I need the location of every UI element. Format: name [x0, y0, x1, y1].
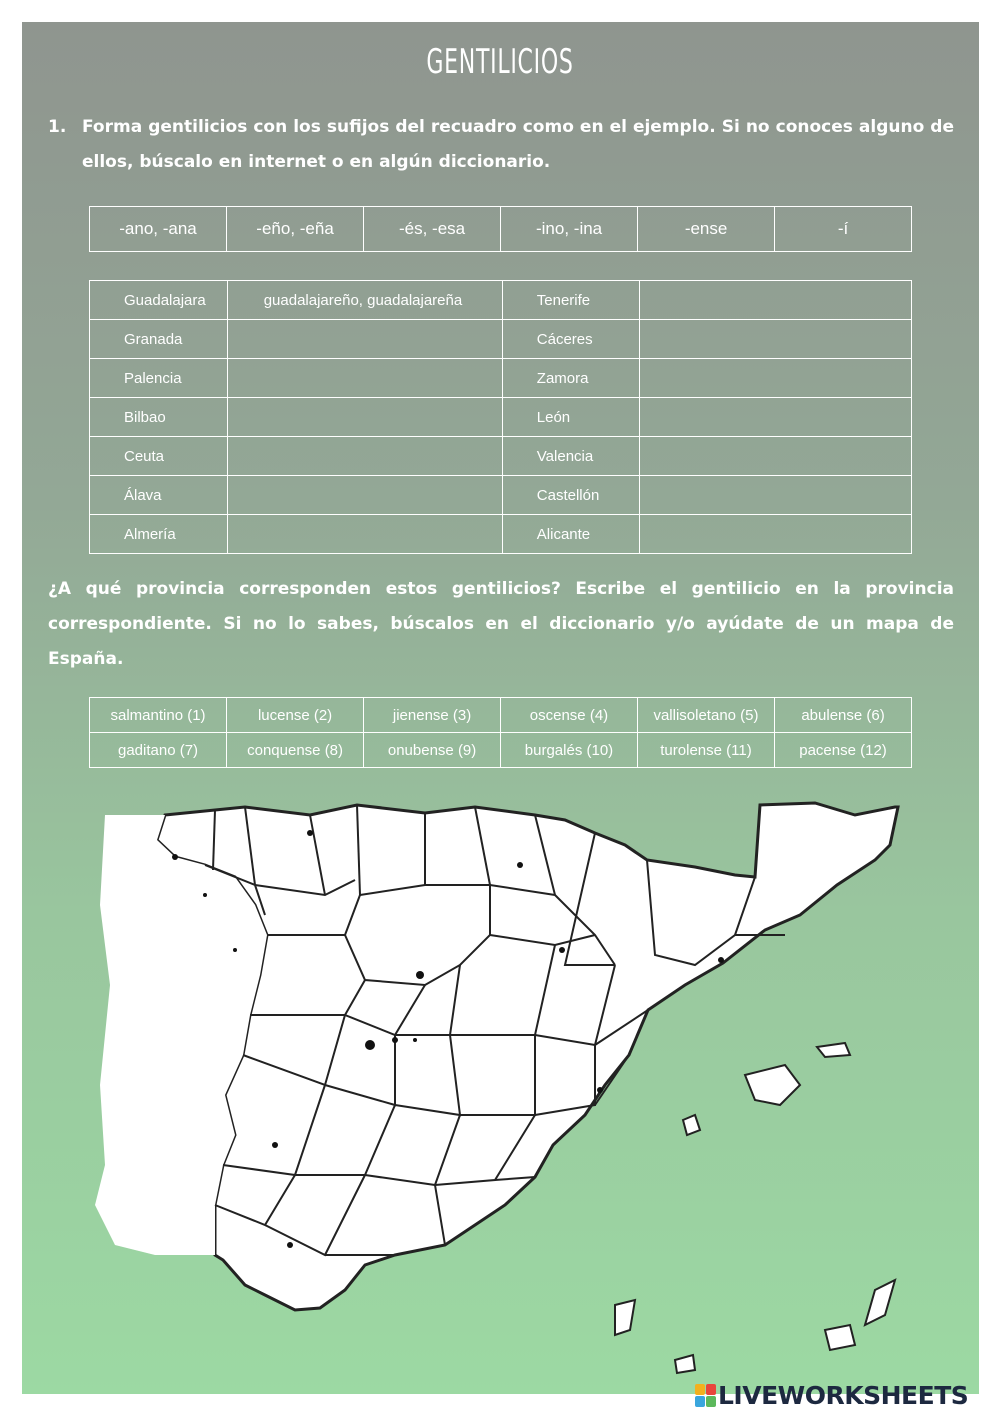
- province-name: Zamora: [502, 359, 639, 398]
- gentilicio-cell[interactable]: jienense (3): [364, 698, 501, 733]
- mallorca-island: [745, 1065, 800, 1105]
- spain-province-map: [95, 785, 995, 1395]
- province-name: Granada: [90, 320, 228, 359]
- gentilicio-cell[interactable]: pacense (12): [775, 733, 912, 768]
- canary-island: [615, 1300, 635, 1335]
- answer-field[interactable]: [227, 398, 502, 437]
- gentilicio-cell[interactable]: conquense (8): [227, 733, 364, 768]
- province-name: Alicante: [502, 515, 639, 554]
- logo-square: [706, 1396, 716, 1407]
- table-row: [90, 320, 912, 359]
- table-row: [90, 698, 912, 733]
- suffix-cell: -í: [775, 207, 912, 252]
- answer-field[interactable]: [640, 359, 912, 398]
- answer-field[interactable]: [640, 437, 912, 476]
- answer-field[interactable]: guadalajareño, guadalajareña: [227, 281, 502, 320]
- province-name: Almería: [90, 515, 228, 554]
- gentilicio-cell[interactable]: burgalés (10): [501, 733, 638, 768]
- ibiza-island: [683, 1115, 700, 1135]
- province-name: Bilbao: [90, 398, 228, 437]
- province-name: Castellón: [502, 476, 639, 515]
- province-name: León: [502, 398, 639, 437]
- gentilicio-cell[interactable]: abulense (6): [775, 698, 912, 733]
- answer-field[interactable]: [640, 281, 912, 320]
- suffix-cell: -és, -esa: [364, 207, 501, 252]
- page-title: GENTILICIOS: [426, 42, 574, 82]
- gentilicio-cell[interactable]: lucense (2): [227, 698, 364, 733]
- liveworksheets-logo-icon: [695, 1384, 715, 1406]
- provinces-table: [89, 280, 912, 554]
- table-row: [90, 515, 912, 554]
- province-name: Cáceres: [502, 320, 639, 359]
- liveworksheets-logo: [695, 1381, 968, 1409]
- gentilicios-table: [89, 697, 912, 768]
- answer-field[interactable]: [227, 476, 502, 515]
- exercise-2-instruction: ¿A qué provincia corresponden estos gentilicios? Escribe el gentilicio en la provincia correspondiente. Si no lo sabes, búscalos en el diccionario y/o ayúdate de un mapa de España.: [48, 579, 954, 669]
- answer-field[interactable]: [640, 398, 912, 437]
- logo-square: [695, 1384, 705, 1395]
- gentilicio-cell[interactable]: turolense (11): [637, 733, 774, 768]
- province-name: Palencia: [90, 359, 228, 398]
- suffix-cell: -eño, -eña: [227, 207, 364, 252]
- gentilicio-cell[interactable]: oscense (4): [501, 698, 638, 733]
- gentilicio-cell[interactable]: salmantino (1): [90, 698, 227, 733]
- canary-island: [865, 1280, 895, 1325]
- canary-island: [825, 1325, 855, 1350]
- suffix-cell: -ense: [638, 207, 775, 252]
- answer-field[interactable]: [227, 320, 502, 359]
- logo-text: LIVEWORKSHEETS: [718, 1380, 969, 1410]
- table-row: [90, 476, 912, 515]
- answer-field[interactable]: [227, 359, 502, 398]
- table-row: [90, 281, 912, 320]
- table-row: [90, 437, 912, 476]
- answer-field[interactable]: [227, 437, 502, 476]
- answer-field[interactable]: [227, 515, 502, 554]
- answer-field[interactable]: [640, 476, 912, 515]
- gentilicio-cell[interactable]: gaditano (7): [90, 733, 227, 768]
- exercise-1-instruction: Forma gentilicios con los sufijos del recuadro como en el ejemplo. Si no conoces alguno de ellos, búscalo en internet o en algún diccionario.: [82, 117, 954, 172]
- answer-field[interactable]: [640, 515, 912, 554]
- table-row: [90, 733, 912, 768]
- gentilicio-cell[interactable]: onubense (9): [364, 733, 501, 768]
- suffix-cell: -ano, -ana: [90, 207, 227, 252]
- answer-field[interactable]: [640, 320, 912, 359]
- suffix-cell: -ino, -ina: [501, 207, 638, 252]
- menorca-island: [817, 1043, 850, 1057]
- logo-square: [695, 1396, 705, 1407]
- canary-island: [675, 1355, 695, 1373]
- province-name: Tenerife: [502, 281, 639, 320]
- logo-square: [706, 1384, 716, 1395]
- table-row: [90, 398, 912, 437]
- exercise-1-number: 1.: [48, 117, 67, 137]
- gentilicio-cell[interactable]: vallisoletano (5): [637, 698, 774, 733]
- province-name: Guadalajara: [90, 281, 228, 320]
- province-name: Valencia: [502, 437, 639, 476]
- suffix-table: [89, 206, 912, 252]
- table-row: [90, 359, 912, 398]
- province-name: Ceuta: [90, 437, 228, 476]
- iberia-mainland: [157, 803, 898, 1310]
- province-name: Álava: [90, 476, 228, 515]
